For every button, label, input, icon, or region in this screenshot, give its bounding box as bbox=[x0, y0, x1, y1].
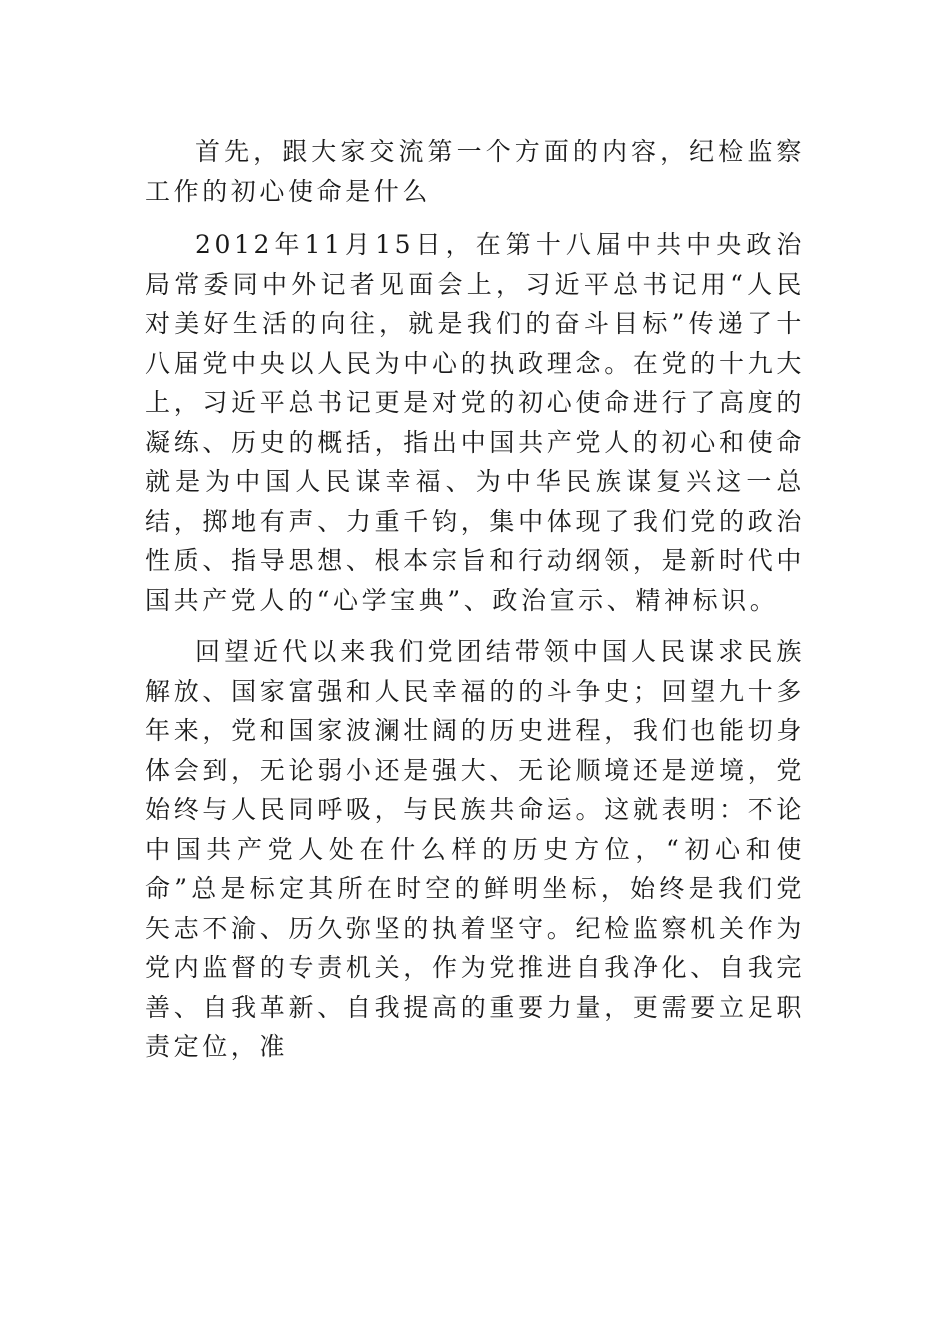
paragraph-heading: 首先，跟大家交流第一个方面的内容，纪检监察工作的初心使命是什么 bbox=[145, 137, 805, 206]
document-page bbox=[145, 132, 805, 1067]
paragraph-body-2: 回望近代以来我们党团结带领中国人民谋求民族解放、国家富强和人民幸福的的斗争史；回望九十多年来，党和国家波澜壮阔的历史进程，我们也能切身体会到，无论弱小还是强大、无论顺境还是逆境，党始终与人民同呼吸，与民族共命运。这就表明：不论中国共产党人处在什么样的历史方位，“初心和使命”总是标定其所在时空的鲜明坐标，始终是我们党矢志不渝、历久弥坚的执着坚守。纪检监察机关作为党内监督的专责机关，作为党推进自我净化、自我完善、自我革新、自我提高的重要力量，更需要立足职责定位，准 bbox=[145, 637, 805, 1061]
paragraph-body-1: 2012年11月15日，在第十八届中共中央政治局常委同中外记者见面会上，习近平总书记用“人民对美好生活的向往，就是我们的奋斗目标”传递了十八届党中央以人民为中心的执政理念。在党的十九大上，习近平总书记更是对党的初心使命进行了高度的凝练、历史的概括，指出中国共产党人的初心和使命就是为中国人民谋幸福、为中华民族谋复兴这一总结，掷地有声、力重千钧，集中体现了我们党的政治性质、指导思想、根本宗旨和行动纲领，是新时代中国共产党人的“心学宝典”、政治宣示、精神标识。 bbox=[145, 230, 805, 615]
